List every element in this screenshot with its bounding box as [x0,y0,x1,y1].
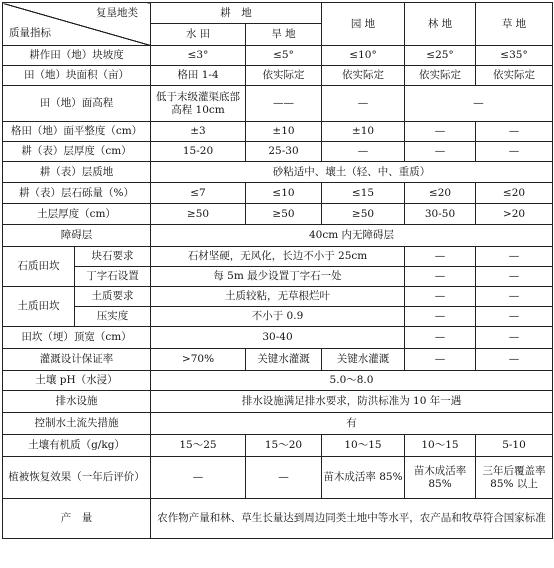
cell-value: — [476,122,553,142]
cell-value: 不小于 0.9 [151,307,405,327]
cell-value: 10～15 [405,435,476,457]
sub-label: 土质要求 [75,287,151,307]
table-row [3,66,553,86]
cell-value: 30-50 [405,204,476,225]
cell-value: — [476,267,553,287]
cell-value: — [405,327,476,349]
cell-value: ≤3° [151,46,246,66]
table-row [3,435,553,457]
table-row [3,287,553,307]
table-row [3,142,553,162]
cell-value: 有 [151,413,553,435]
table-row [3,204,553,225]
row-label: 障碍层 [3,225,151,247]
cell-value: — [476,287,553,307]
cell-value: — [405,287,476,307]
sub-label: 丁字石设置 [75,267,151,287]
table-row [3,499,553,539]
cell-value: 关键水灌溉 [246,349,322,371]
row-label: 植被恢复效果（一年后评价） [3,457,151,499]
cell-value: — [405,142,476,162]
cell-value: ≤25° [405,46,476,66]
table-row [3,225,553,247]
cell-value: — [405,86,553,122]
row-label: 格田（地）面平整度（cm） [3,122,151,142]
cell-value: 土质较粘，无草根烂叶 [151,287,405,307]
table-row [3,391,553,413]
group-label: 石质田坎 [3,247,75,287]
cell-value: 关键水灌溉 [322,349,405,371]
cell-value: 15～25 [151,435,246,457]
cell-value: 农作物产量和林、草生长量达到周边同类土地中等水平，农产品和牧草符合国家标准 [151,499,553,539]
cell-value: — [405,349,476,371]
diagonal-header-cell [3,3,151,46]
table-row [3,247,553,267]
cell-value: 依实际定 [322,66,405,86]
cell-value: — [476,349,553,371]
dry-header: 旱 地 [246,24,322,46]
cell-value: 每 5m 最少设置丁字石一处 [151,267,405,287]
cell-value: 砂粘适中、壤土（轻、中、重质） [151,162,553,183]
category-label: 复垦地类 [96,7,138,19]
cell-value: — [476,247,553,267]
garden-header: 园 地 [322,3,405,46]
cell-value: >70% [151,349,246,371]
cell-value: 40cm 内无障碍层 [151,225,553,247]
cell-value: 苗木成活率 85% [405,457,476,499]
forest-header: 林 地 [405,3,476,46]
cell-value: — [476,307,553,327]
cell-value: 三年后覆盖率 85% 以上 [476,457,553,499]
table-row [3,457,553,499]
indicator-label: 质量指标 [9,27,51,39]
table-row [3,349,553,371]
sub-label: 压实度 [75,307,151,327]
row-label: 排水设施 [3,391,151,413]
cell-value: ±10 [322,122,405,142]
cell-value: ≤10 [246,183,322,204]
cell-value: — [322,86,405,122]
group-label: 土质田坎 [3,287,75,327]
cell-value: 25-30 [246,142,322,162]
cell-value: — [476,142,553,162]
cell-value: ≤15 [322,183,405,204]
cell-value: — [476,327,553,349]
row-label: 耕（表）层厚度（cm） [3,142,151,162]
table-row [3,327,553,349]
cell-value: ≥50 [151,204,246,225]
cell-value: 15～20 [246,435,322,457]
table-row [3,183,553,204]
cell-value: — [322,142,405,162]
cell-value: ≥50 [322,204,405,225]
row-label: 控制水土流失措施 [3,413,151,435]
row-label: 土层厚度（cm） [3,204,151,225]
cell-value: — [246,457,322,499]
sub-label: 块石要求 [75,247,151,267]
cell-value: 依实际定 [246,66,322,86]
cell-value: 依实际定 [405,66,476,86]
cell-value: ≤10° [322,46,405,66]
row-label: 田（地）面高程 [3,86,151,122]
row-label: 土壤有机质（g/kg） [3,435,151,457]
grass-header: 草 地 [476,3,553,46]
cell-value: —— [246,86,322,122]
cell-value: 10～15 [322,435,405,457]
row-label: 田坎（埂）顶宽（cm） [3,327,151,349]
cell-value: 5-10 [476,435,553,457]
cell-value: ≤7 [151,183,246,204]
cell-value: >20 [476,204,553,225]
table-row [3,162,553,183]
cell-value: 格田 1-4 [151,66,246,86]
cell-value: — [405,267,476,287]
farmland-header: 耕 地 [151,3,322,24]
cell-value: ≤5° [246,46,322,66]
row-label: 灌溉设计保证率 [3,349,151,371]
cell-value: — [151,457,246,499]
row-label: 耕（表）层质地 [3,162,151,183]
table-row [3,267,553,287]
cell-value: ≤35° [476,46,553,66]
row-label: 田（地）块面积（亩） [3,66,151,86]
cell-value: 15-20 [151,142,246,162]
cell-value: ≤20 [476,183,553,204]
table-row [3,413,553,435]
header-row-1 [3,3,553,24]
cell-value: ±10 [246,122,322,142]
cell-value: 30-40 [151,327,405,349]
table-row [3,307,553,327]
table-row [3,371,553,391]
cell-value: — [405,307,476,327]
table-row [3,86,553,122]
table-row [3,46,553,66]
cell-value: ≤20 [405,183,476,204]
cell-value: 低于末级灌渠底部高程 10cm [151,86,246,122]
cell-value: 苗木成活率 85% [322,457,405,499]
cell-value: — [405,122,476,142]
standards-table-wrapper [2,2,553,539]
cell-value: — [405,247,476,267]
paddy-header: 水 田 [151,24,246,46]
cell-value: 排水设施满足排水要求，防洪标准为 10 年一遇 [151,391,553,413]
row-label: 耕（表）层石砾量（%） [3,183,151,204]
land-reclamation-quality-table [2,2,553,539]
table-row [3,122,553,142]
cell-value: 石材坚硬，无风化，长边不小于 25cm [151,247,405,267]
row-label: 土壤 pH（水浸） [3,371,151,391]
row-label: 产 量 [3,499,151,539]
cell-value: ±3 [151,122,246,142]
cell-value: 依实际定 [476,66,553,86]
cell-value: 5.0～8.0 [151,371,553,391]
row-label: 耕作田（地）块坡度 [3,46,151,66]
cell-value: ≥50 [246,204,322,225]
